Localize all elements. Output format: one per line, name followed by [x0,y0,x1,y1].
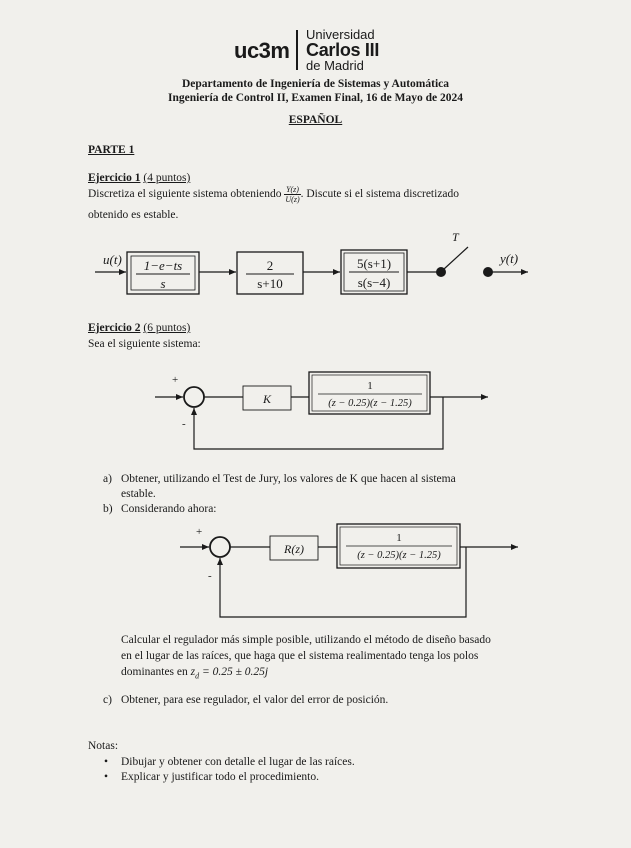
block-diagram-3 [0,515,631,625]
logo-madrid: de Madrid [306,58,364,73]
d3-minus: - [208,570,212,582]
item-b-label: b) [103,503,113,515]
notes-item-1: Dibujar y obtener con detalle el lugar de las raíces. [121,756,355,768]
ex1-title: Ejercicio 1 [88,172,141,184]
zd-symbol: z [190,666,196,678]
d1-sampler-label: T [452,230,459,244]
ex2-heading [88,320,190,336]
logo-divider [296,30,298,70]
item-b-desc3-line [121,664,268,684]
block-diagram-2 [0,365,631,465]
zd-value: = 0.25 ± 0.25j [199,666,269,678]
logo-carlos: Carlos III [306,40,380,60]
ex1-points: (4 puntos) [143,172,191,184]
d3-plus: + [196,526,203,538]
ex1-text-b: . Discute si el sistema discretizado [300,188,460,201]
ex2-points: (6 puntos) [143,322,191,334]
parte1-heading: PARTE 1 [88,144,135,156]
logo-universidad: Universidad [306,27,375,42]
ex1-text-c: obtenido es estable. [88,209,179,221]
block-diagram-1 [0,225,631,305]
ex1-text-a: Discretiza el siguiente sistema obteniendo [88,188,282,201]
ex1-frac-num: Y(z) [286,185,299,194]
notes-item-2: Explicar y justificar todo el procedimiento. [121,771,319,783]
item-a-text1: Obtener, utilizando el Test de Jury, los valores de K que hacen al sistema [121,473,456,485]
notes-bullet-1: • [104,756,109,768]
department-title: Departamento de Ingeniería de Sistemas y Automática [181,78,450,90]
d2-summing-junction [184,387,204,407]
d3-plant-den: (z − 0.25)(z − 1.25) [357,550,441,561]
d1-block1-num: 1−e−ts [143,258,183,273]
d1-block2-den: s+10 [257,276,283,291]
d1-block2-num: 2 [266,258,274,273]
item-b-desc2: en el lugar de las raíces, que haga que el sistema realimentado tenga los polos [121,650,479,662]
item-b-text: Considerando ahora: [121,503,217,515]
d2-plant-num: 1 [367,380,373,392]
d2-plant-den: (z − 0.25)(z − 1.25) [328,398,412,409]
notes-bullet-2: • [104,771,109,783]
logo-uc3m: uc3m [234,38,290,63]
d3-controller-label: R(z) [284,542,304,556]
item-c-label: c) [103,694,112,706]
item-c-text: Obtener, para ese regulador, el valor del error de posición. [121,694,389,706]
d1-block1-den: s [160,276,166,291]
item-b-desc3: dominantes en [121,666,188,678]
zd-subscript: d [195,671,200,681]
ex2-title: Ejercicio 2 [88,322,141,334]
d2-minus: - [182,418,186,430]
d2-gain-label: K [262,392,272,406]
ex1-frac-den: U(z) [285,195,300,204]
notes-heading: Notas: [88,740,119,752]
d2-plus: + [172,374,179,386]
item-a-label: a) [103,473,112,485]
language-heading: ESPAÑOL [288,114,343,126]
ex1-statement [88,185,548,204]
item-b-desc1: Calcular el regulador más simple posible, utilizando el método de diseño basado [121,634,491,646]
ex2-intro: Sea el siguiente sistema: [88,338,201,350]
ex1-fraction [284,185,300,204]
d1-sampler-switch [444,247,468,269]
exam-title: Ingeniería de Control II, Examen Final, 16 de Mayo de 2024 [168,92,463,104]
d1-block3-den: s(s−4) [357,275,391,290]
ex1-heading [88,170,190,186]
d1-input-label: u(t) [103,252,122,267]
d1-block3-num: 5(s+1) [356,256,392,271]
d1-output-label: y(t) [500,251,519,266]
d3-plant-num: 1 [396,532,402,544]
d3-summing-junction [210,537,230,557]
item-a-text2: estable. [121,488,156,500]
